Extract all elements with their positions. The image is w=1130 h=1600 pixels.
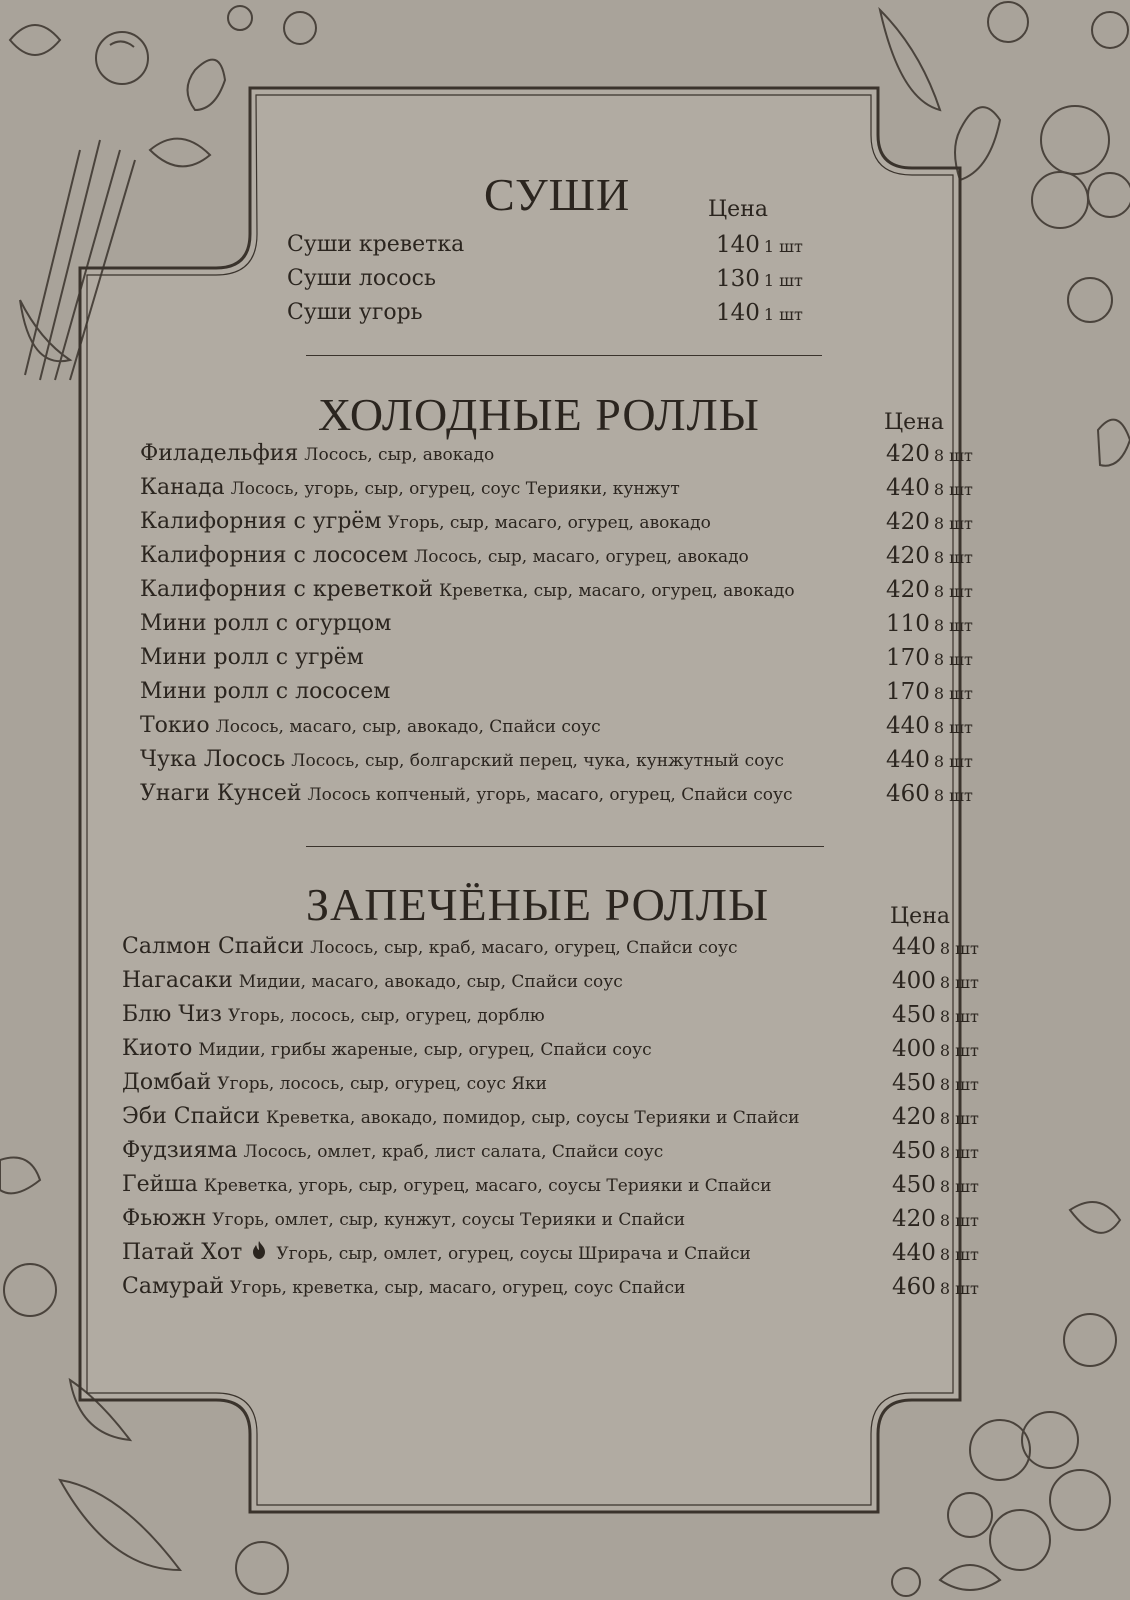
item-price — [886, 475, 973, 501]
item-description: Креветка, авокадо, помидор, сыр, соусы Терияки и Спайси — [266, 1108, 800, 1128]
item-price — [892, 968, 979, 994]
menu-item-row — [122, 1240, 751, 1272]
menu-item-row — [122, 1104, 799, 1136]
price-header-baked: Цена — [890, 904, 950, 929]
price-value: 450 — [892, 1002, 936, 1028]
item-description: Лосось, сыр, масаго, огурец, авокадо — [414, 547, 749, 567]
menu-item-row — [122, 1138, 663, 1170]
price-unit: 8 шт — [939, 973, 979, 992]
menu-item-row — [122, 1274, 685, 1306]
price-value: 440 — [886, 475, 930, 501]
menu-item-row — [287, 300, 423, 332]
item-name: Унаги Кунсей — [140, 781, 302, 806]
price-value: 420 — [886, 577, 930, 603]
menu-item-row — [140, 747, 784, 779]
item-price — [886, 713, 973, 739]
item-name: Чука Лосось — [140, 747, 286, 772]
menu-item-row — [140, 645, 364, 677]
price-value: 440 — [886, 713, 930, 739]
item-price — [886, 645, 973, 671]
item-name: Патай Хот — [122, 1240, 243, 1265]
item-description: Креветка, угорь, сыр, огурец, масаго, соусы Терияки и Спайси — [203, 1176, 772, 1196]
divider-1 — [306, 355, 822, 356]
item-price — [886, 781, 973, 807]
price-value: 440 — [892, 934, 936, 960]
item-price — [886, 441, 973, 467]
item-price — [886, 577, 973, 603]
item-price — [892, 1172, 979, 1198]
item-price — [716, 300, 803, 326]
item-price — [892, 1274, 979, 1300]
item-name: Фьюжн — [122, 1206, 207, 1231]
section-title-baked-rolls: ЗАПЕЧЁНЫЕ РОЛЛЫ — [306, 879, 770, 930]
item-price — [716, 266, 803, 292]
fire-icon — [252, 1241, 266, 1259]
price-header-sushi: Цена — [708, 197, 768, 222]
price-value: 110 — [886, 611, 930, 637]
item-price — [892, 934, 979, 960]
item-name: Филадельфия — [140, 441, 299, 466]
price-value: 400 — [892, 968, 936, 994]
item-name: Мини ролл с угрём — [140, 645, 364, 670]
price-unit: 8 шт — [933, 582, 973, 601]
price-unit: 8 шт — [933, 684, 973, 703]
item-description: Креветка, сыр, масаго, огурец, авокадо — [438, 581, 795, 601]
price-unit: 8 шт — [939, 1211, 979, 1230]
menu-item-row — [140, 475, 680, 507]
menu-item-row — [140, 713, 601, 745]
price-unit: 8 шт — [933, 446, 973, 465]
item-price — [886, 543, 973, 569]
price-value: 450 — [892, 1070, 936, 1096]
price-value: 420 — [892, 1206, 936, 1232]
item-price — [892, 1104, 979, 1130]
price-unit: 1 шт — [763, 271, 803, 290]
item-name: Калифорния с креветкой — [140, 577, 433, 602]
item-description: Лосось, сыр, авокадо — [304, 445, 495, 465]
price-value: 420 — [886, 543, 930, 569]
item-name: Блю Чиз — [122, 1002, 222, 1027]
item-description: Лосось копченый, угорь, масаго, огурец, Спайси соус — [307, 785, 793, 805]
menu-item-row — [140, 611, 391, 643]
menu-item-row — [122, 1070, 547, 1102]
item-description: Лосось, сыр, болгарский перец, чука, кунжутный соус — [291, 751, 784, 771]
price-value: 460 — [892, 1274, 936, 1300]
menu-item-row — [122, 968, 623, 1000]
menu-item-row — [122, 1036, 652, 1068]
item-description: Мидии, грибы жареные, сыр, огурец, Спайси соус — [198, 1040, 652, 1060]
menu-item-row — [122, 934, 738, 966]
item-price — [886, 509, 973, 535]
item-name: Эби Спайси — [122, 1104, 260, 1129]
price-value: 400 — [892, 1036, 936, 1062]
price-value: 420 — [892, 1104, 936, 1130]
price-unit: 1 шт — [763, 305, 803, 324]
item-price — [892, 1036, 979, 1062]
item-description: Угорь, сыр, масаго, огурец, авокадо — [387, 513, 711, 533]
price-value: 420 — [886, 441, 930, 467]
price-value: 170 — [886, 645, 930, 671]
item-price — [892, 1240, 979, 1266]
price-header-cold: Цена — [884, 410, 944, 435]
price-value: 140 — [716, 300, 760, 326]
item-description: Лосось, омлет, краб, лист салата, Спайси соус — [243, 1142, 664, 1162]
item-name: Калифорния с угрём — [140, 509, 382, 534]
item-price — [886, 679, 973, 705]
item-description: Угорь, лосось, сыр, огурец, соус Яки — [217, 1074, 547, 1094]
menu-item-row — [140, 543, 749, 575]
item-description: Угорь, омлет, сыр, кунжут, соусы Терияки и Спайси — [212, 1210, 686, 1230]
item-name: Суши лосось — [287, 266, 436, 291]
item-description: Лосось, масаго, сыр, авокадо, Спайси соус — [215, 717, 601, 737]
menu-item-row — [122, 1206, 685, 1238]
item-description: Угорь, креветка, сыр, масаго, огурец, соус Спайси — [229, 1278, 686, 1298]
item-price — [886, 611, 973, 637]
price-unit: 8 шт — [933, 480, 973, 499]
price-unit: 8 шт — [939, 1245, 979, 1264]
price-unit: 8 шт — [939, 1109, 979, 1128]
item-description: Угорь, лосось, сыр, огурец, дорблю — [227, 1006, 545, 1026]
price-value: 170 — [886, 679, 930, 705]
item-price — [892, 1002, 979, 1028]
price-unit: 8 шт — [939, 1177, 979, 1196]
price-unit: 1 шт — [763, 237, 803, 256]
item-name: Токио — [140, 713, 210, 738]
item-description: Лосось, сыр, краб, масаго, огурец, Спайси соус — [310, 938, 738, 958]
item-price — [892, 1206, 979, 1232]
menu-item-row — [287, 266, 436, 298]
item-name: Самурай — [122, 1274, 224, 1299]
item-name: Калифорния с лососем — [140, 543, 409, 568]
price-unit: 8 шт — [933, 786, 973, 805]
menu-item-row — [140, 781, 793, 813]
item-name: Домбай — [122, 1070, 212, 1095]
price-unit: 8 шт — [933, 650, 973, 669]
item-name: Нагасаки — [122, 968, 233, 993]
item-name: Фудзияма — [122, 1138, 238, 1163]
item-name: Канада — [140, 475, 225, 500]
menu-item-row — [140, 577, 795, 609]
divider-2 — [306, 846, 824, 847]
menu-item-row — [140, 509, 711, 541]
price-unit: 8 шт — [939, 1007, 979, 1026]
menu-item-row — [122, 1172, 771, 1204]
item-description: Угорь, сыр, омлет, огурец, соусы Шрирача и Спайси — [276, 1244, 751, 1264]
section-title-sushi: СУШИ — [484, 169, 631, 220]
price-unit: 8 шт — [933, 514, 973, 533]
price-unit: 8 шт — [933, 548, 973, 567]
item-price — [886, 747, 973, 773]
item-name: Мини ролл с лососем — [140, 679, 391, 704]
item-name: Гейша — [122, 1172, 198, 1197]
item-name: Суши угорь — [287, 300, 423, 325]
item-price — [716, 232, 803, 258]
item-price — [892, 1138, 979, 1164]
price-unit: 8 шт — [933, 718, 973, 737]
price-unit: 8 шт — [939, 1143, 979, 1162]
price-value: 460 — [886, 781, 930, 807]
price-value: 140 — [716, 232, 760, 258]
item-description: Лосось, угорь, сыр, огурец, соус Терияки, кунжут — [230, 479, 680, 499]
item-price — [892, 1070, 979, 1096]
menu-item-row — [287, 232, 464, 264]
price-value: 450 — [892, 1138, 936, 1164]
price-unit: 8 шт — [939, 1279, 979, 1298]
price-unit: 8 шт — [939, 1041, 979, 1060]
item-name: Суши креветка — [287, 232, 465, 257]
price-value: 440 — [886, 747, 930, 773]
menu-item-row — [122, 1002, 545, 1034]
section-title-cold-rolls: ХОЛОДНЫЕ РОЛЛЫ — [318, 389, 760, 440]
price-value: 450 — [892, 1172, 936, 1198]
price-value: 420 — [886, 509, 930, 535]
menu-item-row — [140, 679, 390, 711]
price-value: 130 — [716, 266, 760, 292]
item-description: Мидии, масаго, авокадо, сыр, Спайси соус — [238, 972, 623, 992]
item-name: Салмон Спайси — [122, 934, 305, 959]
price-unit: 8 шт — [939, 1075, 979, 1094]
price-unit: 8 шт — [939, 939, 979, 958]
price-value: 440 — [892, 1240, 936, 1266]
menu-item-row — [140, 441, 494, 473]
price-unit: 8 шт — [933, 752, 973, 771]
price-unit: 8 шт — [933, 616, 973, 635]
item-name: Мини ролл с огурцом — [140, 611, 392, 636]
item-name: Киото — [122, 1036, 193, 1061]
